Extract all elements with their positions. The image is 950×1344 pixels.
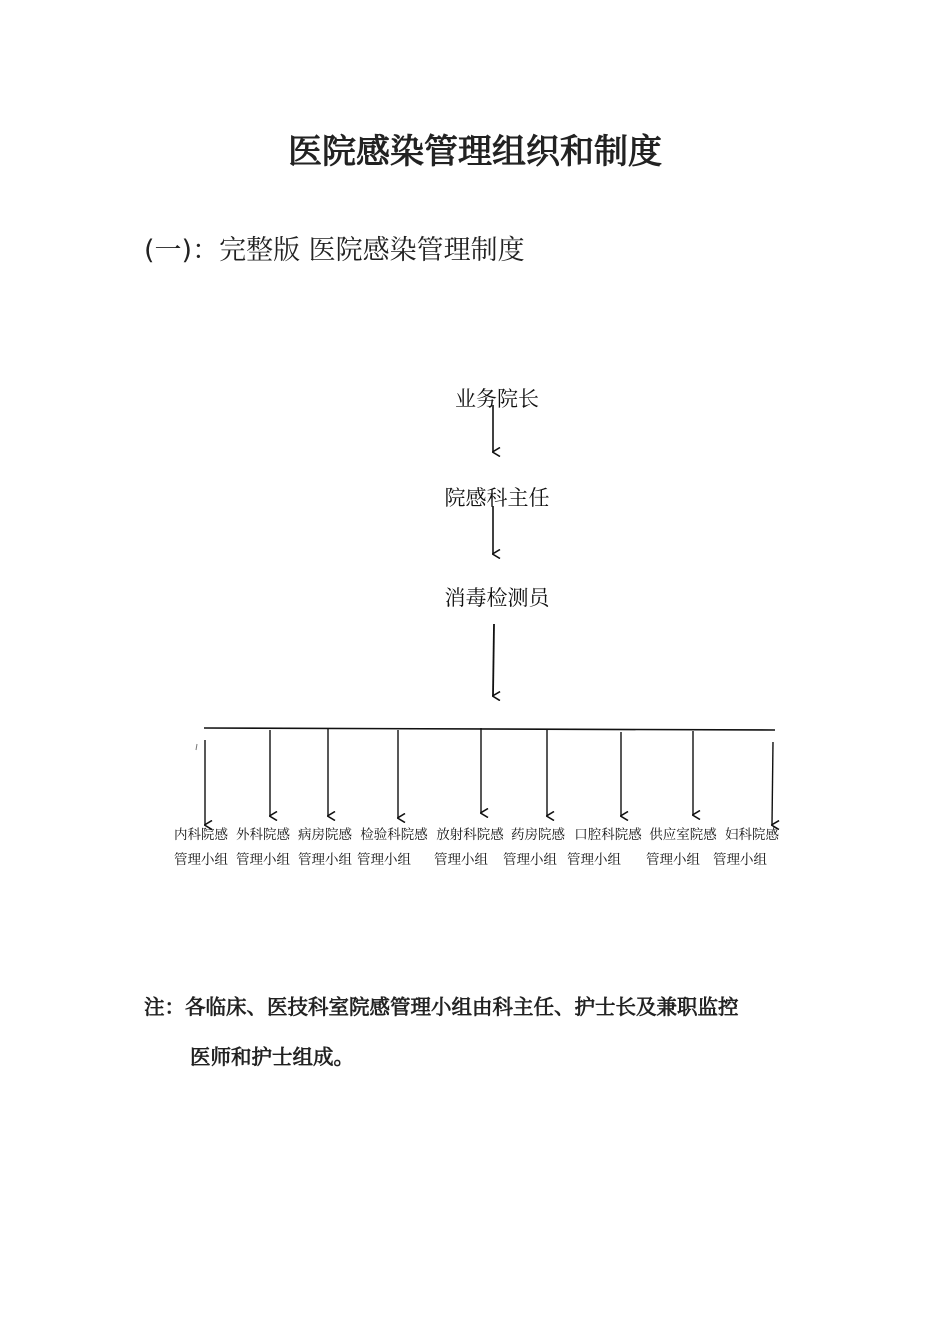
group-name: 检验科院感	[360, 827, 428, 843]
footnote	[144, 982, 824, 1082]
group-name: 病房院感	[298, 827, 352, 843]
group-suffix: 管理小组	[503, 852, 557, 868]
group-suffix: 管理小组	[236, 852, 290, 868]
org-group-gynecology	[707, 823, 797, 873]
group-suffix: 管理小组	[646, 852, 700, 868]
group-name: 外科院感	[236, 827, 290, 843]
group-name: 口腔科院感	[574, 827, 642, 843]
group-name: 药房院感	[511, 827, 565, 843]
group-name: 妇科院感	[725, 827, 779, 843]
group-suffix: 管理小组	[357, 852, 411, 868]
page-title: 医院感染管理组织和制度	[288, 132, 662, 172]
org-node-disinfection-inspector: 消毒检测员	[444, 586, 550, 610]
footnote-line-1: 注：各临床、医技科室院感管理小组由科主任、护士长及兼职监控	[144, 995, 739, 1019]
stray-mark	[196, 744, 197, 750]
branch-line	[204, 728, 775, 730]
group-suffix: 管理小组	[713, 852, 767, 868]
org-node-vice-president: 业务院长	[455, 387, 539, 411]
group-name: 供应室院感	[649, 827, 717, 843]
group-name: 放射科院感	[436, 827, 504, 843]
group-name: 内科院感	[174, 827, 228, 843]
arrow-to-group-9	[772, 742, 773, 825]
group-suffix: 管理小组	[434, 852, 488, 868]
group-suffix: 管理小组	[174, 852, 228, 868]
group-suffix: 管理小组	[298, 852, 352, 868]
arrow-inspector-to-branch	[493, 624, 494, 696]
section-subtitle: (一)：完整版 医院感染管理制度	[144, 235, 525, 266]
org-node-infection-director: 院感科主任	[444, 486, 550, 510]
footnote-line-2: 医师和护士组成。	[190, 1045, 354, 1069]
group-suffix: 管理小组	[567, 852, 621, 868]
